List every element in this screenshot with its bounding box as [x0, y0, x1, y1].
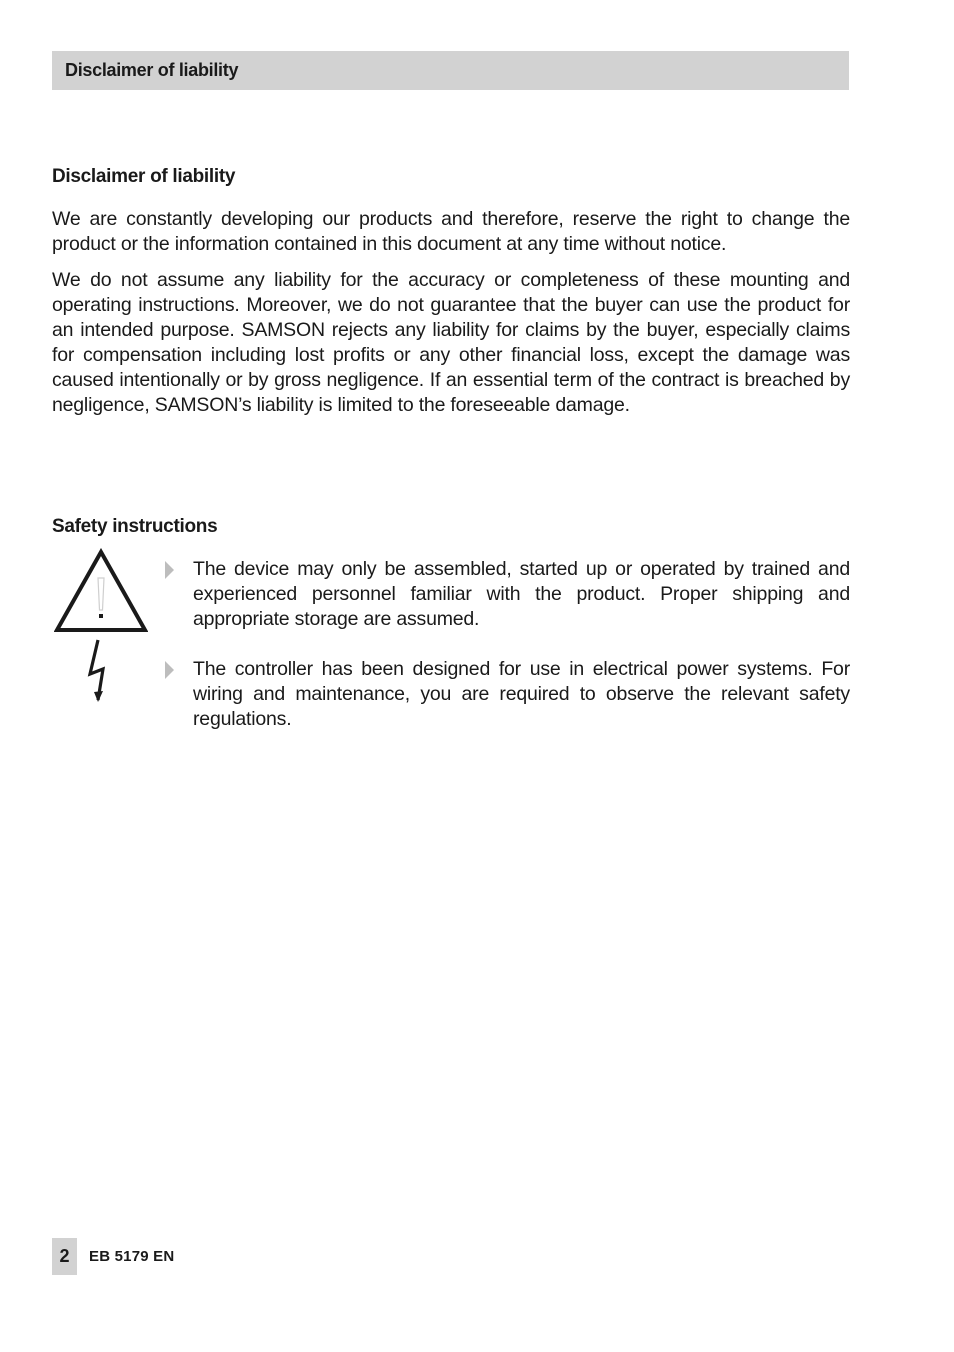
disclaimer-paragraph-2: We do not assume any liability for the accuracy or completeness of these mounting and operating instructions. Moreover, we do not guarantee that the buyer can use the product for an intended purpose. SAMSON rejects any liability for claims by the buyer, especially claims for compensation including lost profits or any other financial loss, except the damage was caused intentionally or by gross negligence. If an essential term of the contract is breached by negligence, SAMSON’s liability is limited to the foreseeable damage. — [52, 269, 850, 416]
safety-item-text: The controller has been designed for use in electrical power systems. For wiring and maintenance, you are required to observe the relevant safety regulations. — [193, 658, 850, 730]
lightning-bolt-icon — [86, 638, 116, 704]
header-title: Disclaimer of liability — [65, 60, 239, 80]
page-number: 2 — [59, 1246, 70, 1266]
page-number-box — [52, 1238, 77, 1275]
bullet-arrow-icon — [162, 560, 176, 580]
page-header-bar — [52, 51, 849, 90]
disclaimer-heading: Disclaimer of liability — [52, 166, 236, 187]
safety-item-text: The device may only be assembled, started up or operated by trained and experienced personnel familiar with the product. Proper shipping and appropriate storage are assumed. — [193, 558, 850, 630]
safety-heading: Safety instructions — [52, 516, 218, 537]
document-code: EB 5179 EN — [89, 1248, 175, 1265]
disclaimer-paragraph-1: We are constantly developing our products and therefore, reserve the right to change the product or the information contained in this document at any time without notice. — [52, 208, 850, 255]
bullet-arrow-icon — [162, 660, 176, 680]
warning-triangle-icon — [54, 548, 148, 634]
